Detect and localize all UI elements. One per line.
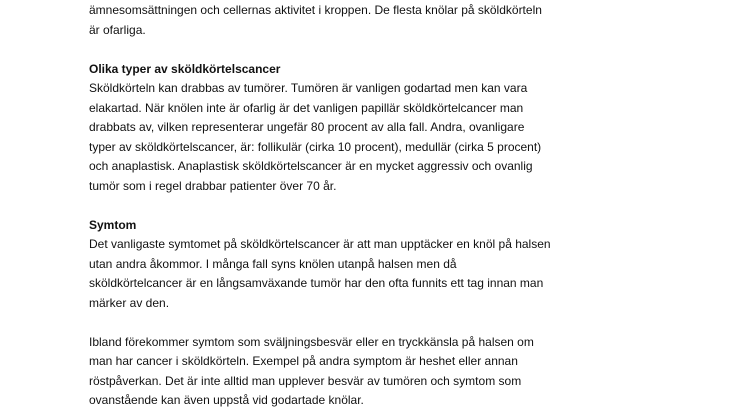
text-line: tumör som i regel drabbar patienter över 70 år. [89, 178, 337, 193]
text-line: Sköldkörteln kan drabbas av tumörer. Tumören är vanligen godartad men kan vara [89, 81, 528, 95]
section-types [89, 60, 594, 197]
text-line: Det vanligaste symtomet på sköldkörtelscancer är att man upptäcker en knöl på halsen [89, 237, 551, 251]
paragraph-spacer [89, 196, 594, 216]
text-line: märker av den. [89, 295, 170, 310]
text-line: Ibland förekommer symtom som sväljningsbesvär eller en tryckkänsla på halsen om [89, 334, 534, 349]
text-line: man har cancer i sköldkörteln. Exempel på andra symptom är heshet eller annan [89, 354, 518, 368]
text-line: utan andra åkommor. I många fall syns knölen utanpå halsen men då [89, 256, 457, 271]
section-heading: Olika typer av sköldkörtelscancer [89, 61, 281, 76]
intro-paragraph [89, 1, 594, 40]
text-line: typer av sköldkörtelscancer, är: follikulär (cirka 10 procent), medullär (cirka 5 procent) [89, 139, 542, 154]
section-symptoms [89, 216, 594, 411]
text-line: elakartad. När knölen inte är ofarlig är det vanligen papillär sköldkörtelcancer man [89, 100, 524, 115]
paragraph-spacer [89, 40, 594, 60]
section-heading: Symtom [89, 217, 137, 232]
text-line: röstpåverkan. Det är inte alltid man upplever besvär av tumören och symtom som [89, 373, 522, 388]
document-body [89, 0, 594, 411]
text-line: och anaplastisk. Anaplastisk sköldkörtelscancer är en mycket aggressiv och ovanlig [89, 159, 533, 173]
paragraph-spacer [89, 313, 594, 333]
text-line: ovanstående kan även uppstå vid godartade knölar. [89, 393, 364, 407]
text-line: sköldkörtelcancer är en långsamväxande tumör har den ofta funnits ett tag innan man [89, 276, 544, 290]
text-line: ämnesomsättningen och cellernas aktivitet i kroppen. De flesta knölar på sköldkörteln [89, 3, 542, 17]
text-line: är ofarliga. [89, 22, 146, 37]
text-line: drabbats av, vilken representerar ungefär 80 procent av alla fall. Andra, ovanligare [89, 120, 525, 134]
